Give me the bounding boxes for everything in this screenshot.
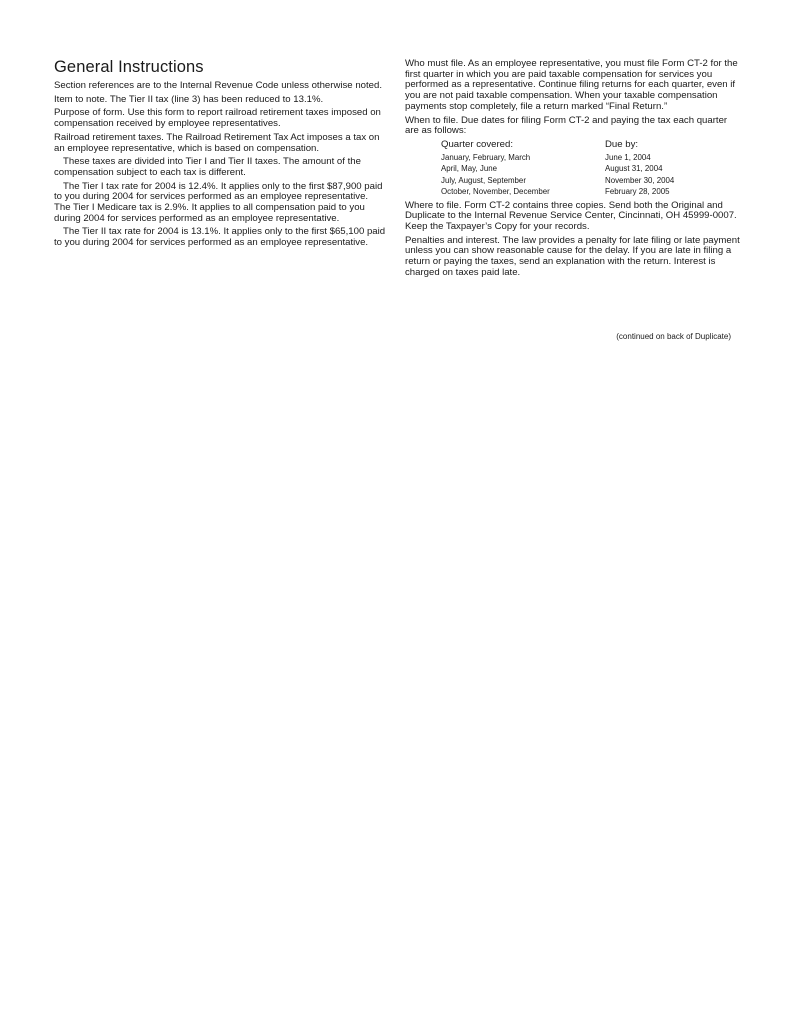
when-text: Due dates for filing Form CT-2 and paying the tax each quarter are as follows: bbox=[405, 114, 728, 137]
table-row bbox=[441, 175, 674, 186]
quarter-cell: October, November, December bbox=[441, 187, 550, 197]
item-to-note-text: The Tier II tax (line 3) has been reduced to 13.1%. bbox=[109, 93, 324, 105]
tier2-paragraph: The Tier II tax rate for 2004 is 13.1%. It applies only to the first $65,100 paid to you during 2004 for services performed as an employee representative. bbox=[54, 226, 386, 249]
where-to-file bbox=[405, 201, 741, 233]
continued-note: (continued on back of Duplicate) bbox=[616, 332, 731, 341]
table-row bbox=[441, 152, 674, 163]
purpose-text: Use this form to report railroad retirement taxes imposed on compensation received by employee representatives. bbox=[54, 107, 381, 130]
rr-taxes-lead: Railroad retirement taxes. bbox=[54, 131, 164, 143]
purpose-of-form bbox=[54, 108, 386, 129]
quarter-cell: July, August, September bbox=[441, 175, 526, 185]
quarter-cell: January, February, March bbox=[441, 152, 531, 162]
when-lead: When to file. bbox=[405, 114, 459, 126]
when-to-file bbox=[405, 116, 741, 137]
due-by-header: Due by: bbox=[605, 138, 639, 150]
section-references: Section references are to the Internal Revenue Code unless otherwise noted. bbox=[54, 80, 382, 91]
item-to-note bbox=[54, 95, 386, 106]
tier1-paragraph: The Tier I tax rate for 2004 is 12.4%. It applies only to the first $87,900 paid to you during 2004 for services performed as an employee representative. The Tier I Medicare tax is 2.9%. It applies to all compensation paid to you during 2004 for services performed as an employee representative. bbox=[54, 180, 383, 224]
item-to-note-lead: Item to note. bbox=[54, 93, 108, 105]
tiers-paragraph: These taxes are divided into Tier I and Tier II taxes. The amount of the compensation subject to each tax is different. bbox=[54, 156, 361, 178]
due-cell: August 31, 2004 bbox=[605, 164, 663, 174]
left-column bbox=[54, 58, 386, 252]
rr-taxes-text: The Railroad Retirement Tax Act imposes a tax on an employee representative, which is based on compensation. bbox=[54, 131, 380, 154]
due-cell: November 30, 2004 bbox=[605, 175, 675, 185]
page-title: General Instructions bbox=[54, 58, 204, 76]
table-header-row bbox=[441, 140, 674, 152]
quarter-cell: April, May, June bbox=[441, 164, 497, 174]
due-cell: June 1, 2004 bbox=[605, 152, 651, 162]
due-dates-table bbox=[441, 140, 674, 198]
due-cell: February 28, 2005 bbox=[605, 187, 670, 197]
where-text: Form CT-2 contains three copies. Send both the Original and Duplicate to the Internal Revenue Service Center, Cincinnati, OH 45999-0007. Keep the Taxpayer’s Copy for your records. bbox=[405, 199, 737, 232]
right-column bbox=[405, 59, 741, 281]
penalties-and-interest bbox=[405, 236, 741, 279]
quarter-covered-header: Quarter covered: bbox=[441, 138, 513, 150]
penalties-lead: Penalties and interest. bbox=[405, 234, 500, 246]
table-row bbox=[441, 186, 674, 197]
railroad-retirement-taxes bbox=[54, 133, 386, 154]
who-must-file bbox=[405, 59, 741, 113]
where-lead: Where to file. bbox=[405, 199, 462, 211]
purpose-lead: Purpose of form. bbox=[54, 107, 125, 119]
penalties-text: The law provides a penalty for late filing or late payment unless you can show reasonable cause for the delay. If you are late in filing a return or paying the taxes, send an explanation with the return. Interest is charged on taxes paid late. bbox=[405, 234, 740, 278]
who-lead: Who must file. bbox=[405, 58, 466, 69]
who-text: As an employee representative, you must file Form CT-2 for the first quarter in which you are paid taxable compensation for services you performed as a representative. Continue filing returns for each quarter, even if you are not paid taxable compensation. When your taxable compensation payments stop completely, file a return marked “Final Return.” bbox=[405, 58, 738, 112]
table-row bbox=[441, 163, 674, 174]
